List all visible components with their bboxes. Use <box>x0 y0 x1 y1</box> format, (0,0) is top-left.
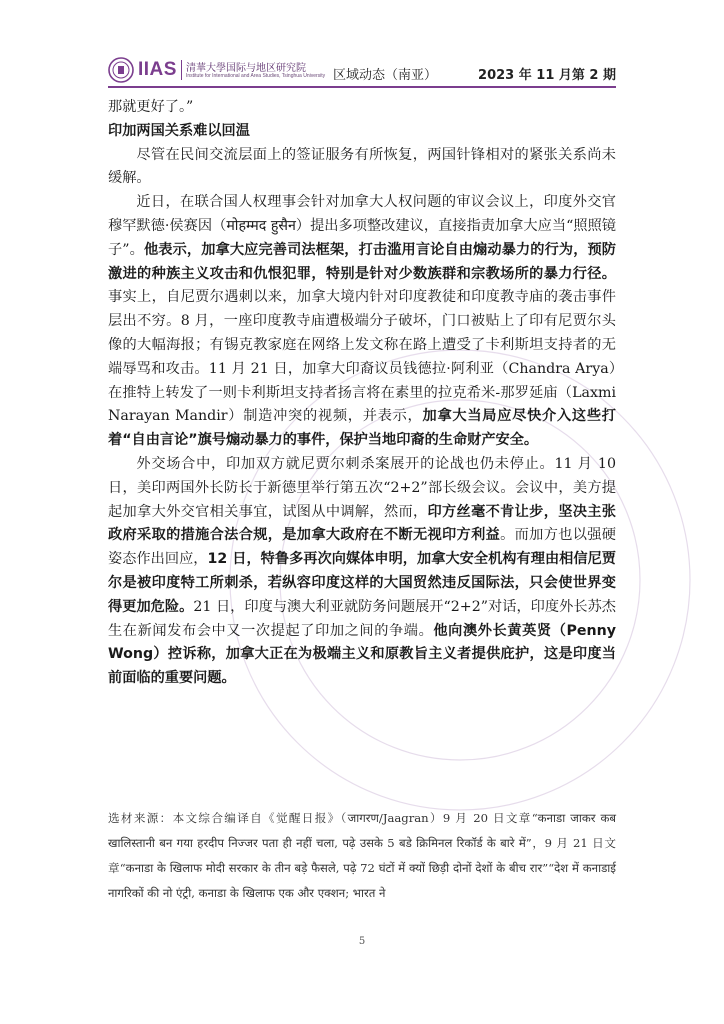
page-number: 5 <box>358 936 366 947</box>
paragraph-3-text-1: 外交场合中，印加双方就尼贾尔刺杀案展开的论战也仍未停止。11 月 10 日，美印两国外长防长于新德里举行第五次“2+2”部长级会议。会议中，美方提起加拿大外交官相关事宜，试图从中调解，然而， <box>108 455 616 520</box>
paragraph-3-bold-1: 印方丝毫不肯让步，坚决主张政府采取的措施合法合规，是加拿大政府在不断无视印方利益 <box>108 503 616 544</box>
paragraph-3-bold-2: 12 日，特鲁多再次向媒体申明，加拿大安全机构有理由相信尼贾尔是被印度特工所刺杀，若纵容印度这样的大国贸然违反国际法，只会使世界变得更加危险。 <box>108 551 616 615</box>
header-divider <box>108 86 616 88</box>
source-note: 选材来源：本文综合编译自《觉醒日报》（जागरण/Jaagran）9 月 20 日文章“कनाडा जाकर कब खालिस्तानी बन गया हरदीप निज्जर पता ही नहीं चला, पढ़े उसके 5 बडे क्रिमिनल रिकॉर्ड के बारे में”，9 月 21 日文章“कनाडा के खिलाफ मोदी सरकार के तीन बड़े फैसले, पढ़े 72 घंटों में क्यों छिड़ी दोनों देशों के बीच रार”“देश में कनाडाई नागरिकों की नो एंट्री, कनाडा के खिलाफ एक और एक्शन; भारत ने <box>108 811 616 900</box>
logo-abbreviation: IIAS <box>138 59 177 80</box>
university-seal-icon <box>108 57 134 83</box>
page-header <box>108 56 616 86</box>
issue-date: 2023 年 11 月第 2 期 <box>478 68 616 83</box>
paragraph-3 <box>108 453 616 691</box>
paragraph-2-bold-2: 加拿大当局应尽快介入这些打着“自由言论”旗号煽动暴力的事件，保护当地印裔的生命财产安全。 <box>108 408 616 449</box>
paragraph-3-text-3: 21 日，印度与澳大利亚就防务问题展开“2+2”对话，印度外长苏杰生在新闻发布会中又一次提起了印加之间的争端。 <box>108 598 616 639</box>
publication-title: 区域动态（南亚） <box>333 68 438 83</box>
paragraph-3-text-2: 。而加方也以强硬姿态作出回应， <box>108 527 616 568</box>
logo-divider <box>181 60 182 80</box>
article-body <box>108 96 616 691</box>
paragraph-2-bold-1: 他表示，加拿大应完善司法框架，打击滥用言论自由煽动暴力的行为，预防激进的种族主义攻击和仇恨犯罪，特别是针对少数族群和宗教场所的暴力行径。 <box>108 241 616 282</box>
paragraph-1: 尽管在民间交流层面上的签证服务有所恢复，两国针锋相对的紧张关系尚未缓解。 <box>108 146 616 187</box>
section-heading: 印加两国关系难以回温 <box>108 122 250 139</box>
paragraph-2-text-1: 近日，在联合国人权理事会针对加拿大人权问题的审议会议上，印度外交官穆罕默德·侯赛因（मोहम्मद हुसैन）提出多项整改建议，直接指责加拿大应当“照照镜子”。 <box>108 194 616 258</box>
paragraph-2 <box>108 191 616 453</box>
paragraph-continuation: 那就更好了。” <box>108 99 194 115</box>
logo-chinese-name: 清華大學国际与地区研究院 <box>186 63 306 74</box>
paragraph-3-bold-3: 他向澳外长黄英贤（Penny Wong）控诉称，加拿大正在为极端主义和原教旨主义者提供庇护，这是印度当前面临的重要问题。 <box>108 622 616 687</box>
paragraph-2-text-2: 事实上，自尼贾尔遇刺以来，加拿大境内针对印度教徒和印度教寺庙的袭击事件层出不穷。8 月，一座印度教寺庙遭极端分子破坏，门口被贴上了印有尼贾尔头像的大幅海报；有锡克教家庭在网络上发文称在路上遭受了卡利斯坦支持者的无端辱骂和攻击。11 月 21 日，加拿大印裔议员钱德拉·阿利亚（Chandra Arya）在推特上转发了一则卡利斯坦支持者扬言将在素里的拉克希米-那罗延庙（Laxmi Narayan Mandir）制造冲突的视频，并表示， <box>108 289 616 425</box>
logo-english-name: Institute for International and Area Studies, Tsinghua University <box>186 73 326 79</box>
